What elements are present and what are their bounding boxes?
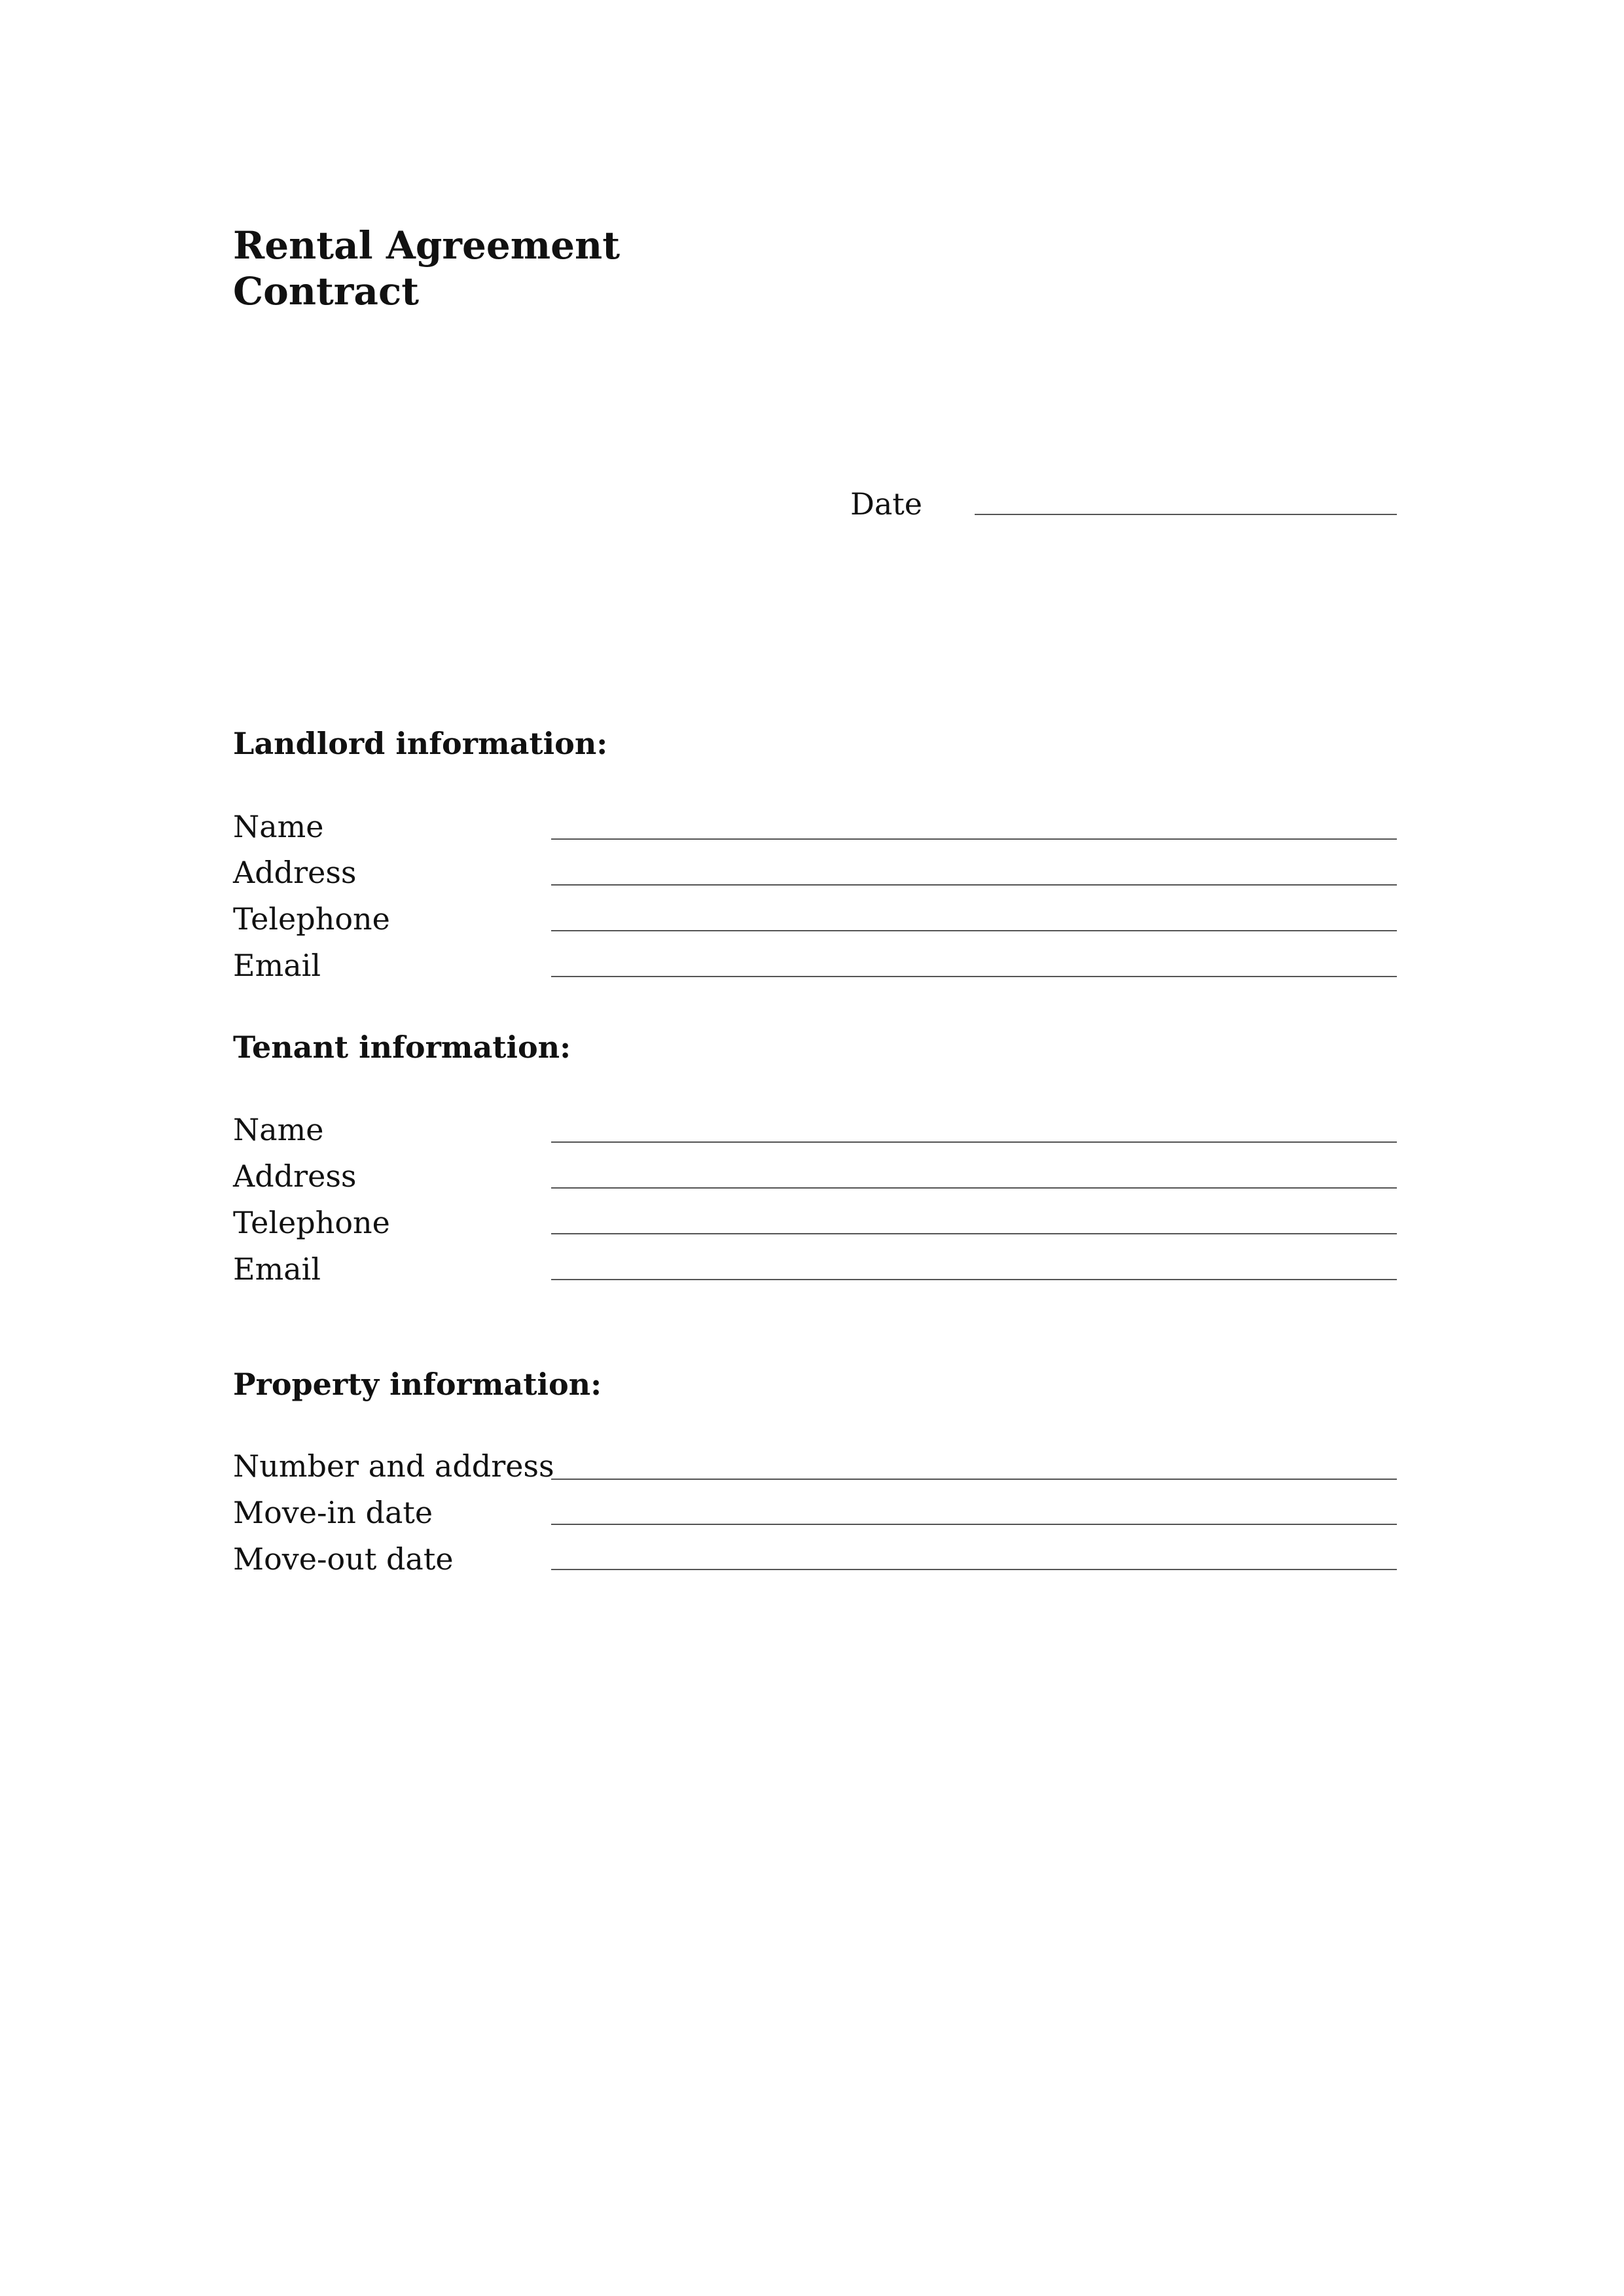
landlord-telephone-line[interactable]: [551, 930, 1397, 931]
property-address-label: Number and address: [233, 1448, 554, 1484]
tenant-email-line[interactable]: [551, 1279, 1397, 1280]
landlord-telephone-label: Telephone: [233, 901, 390, 937]
title-line-2: Contract: [233, 269, 420, 314]
tenant-name-label: Name: [233, 1112, 324, 1147]
date-label: Date: [850, 486, 923, 522]
landlord-email-line[interactable]: [551, 976, 1397, 977]
tenant-address-line[interactable]: [551, 1187, 1397, 1189]
landlord-name-line[interactable]: [551, 838, 1397, 840]
tenant-email-label: Email: [233, 1251, 321, 1287]
landlord-email-label: Email: [233, 948, 321, 983]
date-input-line[interactable]: [975, 514, 1397, 515]
tenant-telephone-label: Telephone: [233, 1205, 390, 1240]
landlord-name-label: Name: [233, 809, 324, 844]
tenant-address-label: Address: [233, 1158, 357, 1194]
move-out-date-line[interactable]: [551, 1569, 1397, 1570]
property-heading: Property information:: [233, 1367, 602, 1402]
move-out-date-label: Move-out date: [233, 1541, 454, 1577]
property-address-line[interactable]: [551, 1479, 1397, 1480]
move-in-date-line[interactable]: [551, 1524, 1397, 1525]
document-title: [233, 223, 620, 314]
landlord-address-line[interactable]: [551, 884, 1397, 886]
title-line-1: Rental Agreement: [233, 223, 621, 268]
move-in-date-label: Move-in date: [233, 1495, 433, 1530]
tenant-name-line[interactable]: [551, 1141, 1397, 1143]
tenant-heading: Tenant information:: [233, 1030, 571, 1065]
tenant-telephone-line[interactable]: [551, 1233, 1397, 1234]
landlord-heading: Landlord information:: [233, 726, 608, 761]
landlord-address-label: Address: [233, 855, 357, 890]
